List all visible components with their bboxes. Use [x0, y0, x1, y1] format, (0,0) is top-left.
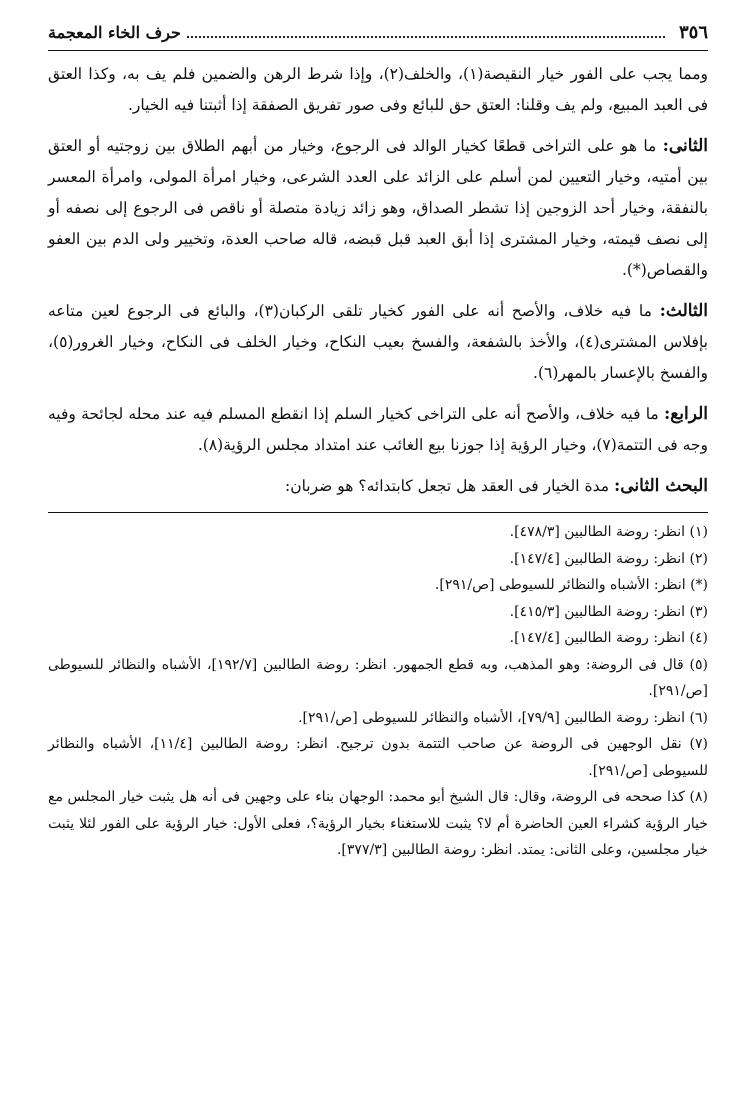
paragraph-text: ما فيه خلاف، والأصح أنه على الفور كخيار تلقى الركبان(٣)، والبائع فى الرجوع لعين متاعه بإفلاس المشترى(٤)، والأخذ بالشفعة، والفسخ بعيب النكاح، وخيار الخلف فى النكاح، وخيار الغرور(٥)، والفسخ بالإعسار بالمهر(٦).: [48, 302, 708, 382]
paragraph-intro: [48, 59, 708, 121]
section-heading: [48, 471, 708, 502]
book-page: [48, 22, 708, 864]
footnote: (٣) انظر: روضة الطالبين [٤١٥/٣].: [509, 603, 708, 620]
footnotes-separator: [48, 512, 708, 513]
footnote: (٥) قال فى الروضة: وهو المذهب، وبه قطع الجمهور. انظر: روضة الطالبين [١٩٢/٧]، الأشباه والنظائر للسيوطى [ص/٢٩١].: [48, 656, 708, 699]
paragraph-lead: الرابع:: [663, 404, 708, 424]
footnote: (٢) انظر: روضة الطالبين [١٤٧/٤].: [509, 550, 708, 567]
header-dot-leader: [187, 26, 665, 38]
footnote: (٤) انظر: روضة الطالبين [١٤٧/٤].: [509, 630, 708, 646]
paragraph-fourth: [48, 399, 708, 461]
footnote: (٨) كذا صححه فى الروضة، وقال: قال الشيخ أبو محمد: الوجهان بناء على وجهين فى أنه هل يثبت خيار المجلس مع خيار الرؤية كشراء العين الحاضرة أم لا؟ يثبت للاستغناء بخيار الرؤية؟، فعلى الأول: خيار الرؤية على الفور لئلا يثبت خيار مجلسين، وعلى الثانى: يمتد. انظر: روضة الطالبين [٣٧٧/٣].: [48, 789, 708, 858]
main-text: [48, 59, 708, 502]
chapter-title: حرف الخاء المعجمة: [48, 23, 181, 42]
footnote: (٧) نقل الوجهين فى الروضة عن صاحب التتمة بدون ترجيح. انظر: روضة الطالبين [١١/٤]، الأشباه والنظائر للسيوطى [ص/٢٩١].: [48, 736, 709, 779]
footnote: (٦) انظر: روضة الطالبين [٧٩/٩]، الأشباه والنظائر للسيوطى [ص/٢٩١].: [298, 709, 708, 726]
running-header: [48, 22, 708, 48]
page-number: ٣٥٦: [678, 22, 708, 43]
paragraph-text: ما فيه خلاف، والأصح أنه على التراخى كخيار السلم إذا انقطع المسلم فيه عند محله لجائحة وفيه وجه فى التتمة(٧)، وخيار الرؤية إذا جوزنا بيع الغائب عند امتداد مجلس الرؤية(٨).: [48, 405, 708, 454]
paragraph-text: ومما يجب على الفور خيار النقيصة(١)، والخلف(٢)، وإذا شرط الرهن والضمين فلم يف به، وكذا العتق فى العبد المبيع، ولم يف وقلنا: العتق حق للبائع وفى صور تفريق الصفقة إذا أثبتنا فيه الخيار.: [48, 65, 708, 114]
paragraph-third: [48, 296, 708, 389]
footnote: (*) انظر: الأشباه والنظائر للسيوطى [ص/٢٩١].: [434, 577, 708, 593]
paragraph-second: [48, 131, 708, 286]
paragraph-lead: الثالث:: [659, 301, 708, 321]
paragraph-lead: الثانى:: [662, 136, 708, 156]
paragraph-text: ما هو على التراخى قطعًا كخيار الوالد فى الرجوع، وخيار من أبهم الطلاق بين زوجتيه أو العتق بين أمتيه، وخيار التعيين لمن أسلم على الزائد على العدد الشرعى، وخيار امرأة المولى، وامرأة المعسر بالنفقة، وخيار أحد الزوجين إذا تشطر الصداق، وهو زائد زيادة متصلة أو ناقص فى الرجوع إلى نصفه أو إلى نصف قيمته، وخيار المشترى إذا أبق العبد قبل قبضه، قاله صاحب العدة، وتخيير ولى الدم بين العفو والقصاص(*).: [48, 137, 708, 279]
section-heading-text: مدة الخيار فى العقد هل تجعل كابتدائه؟ هو ضربان:: [284, 477, 614, 495]
header-rule: [48, 50, 708, 51]
footnote: (١) انظر: روضة الطالبين [٤٧٨/٣].: [509, 524, 708, 540]
section-heading-lead: البحث الثانى:: [613, 476, 708, 496]
footnotes: [48, 519, 708, 864]
